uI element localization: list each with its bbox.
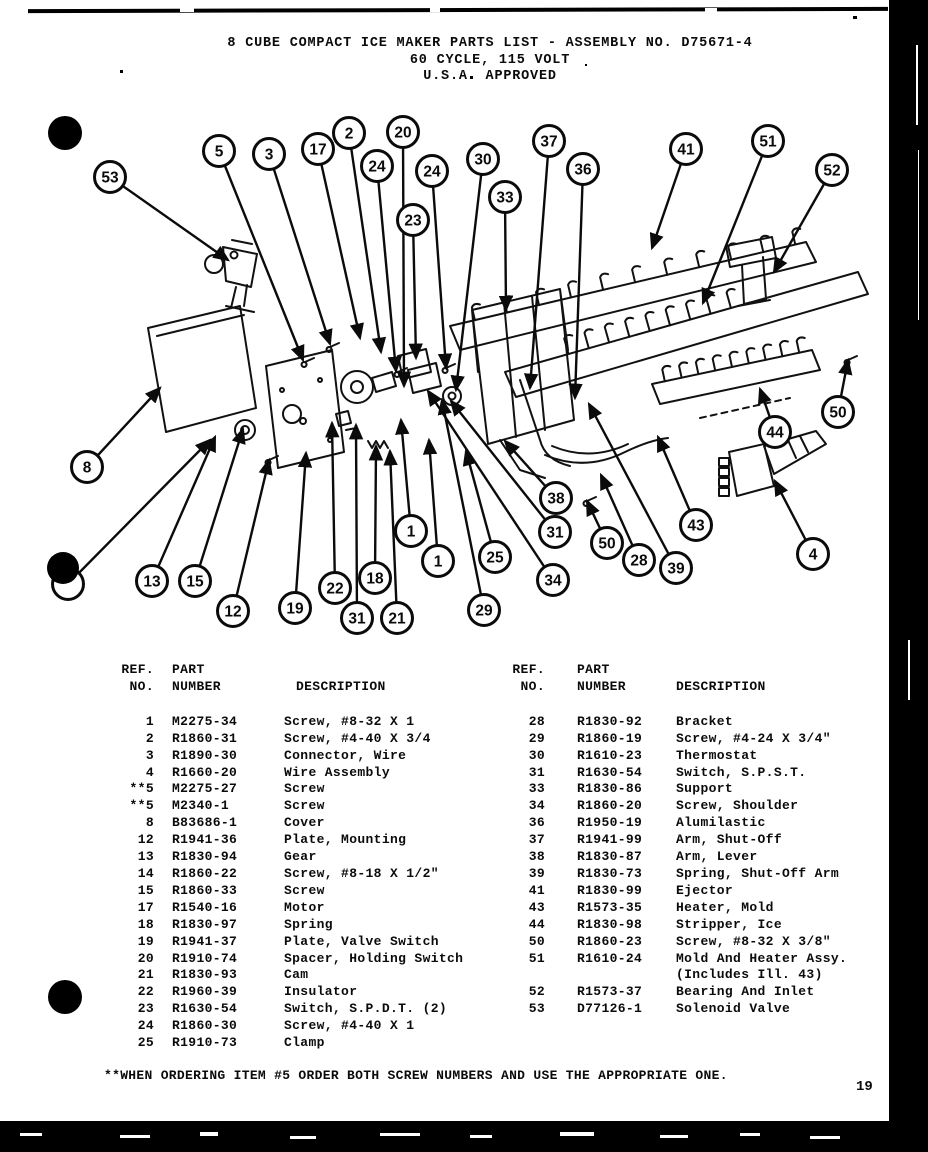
solenoid-valve-art <box>205 240 257 312</box>
callout-17 <box>303 134 334 165</box>
callout-number: 4 <box>808 546 818 564</box>
cell-desc: Switch, S.P.D.T. (2) <box>284 1001 448 1017</box>
cell-desc: Screw, #4-40 X 1 <box>284 1018 415 1034</box>
callout-number: 44 <box>766 424 784 442</box>
cell-part: R1830-73 <box>577 865 643 881</box>
cell-ref: 17 <box>137 899 154 915</box>
cell-desc: Spring <box>284 916 333 932</box>
table-row <box>118 951 498 968</box>
callout-number: 43 <box>687 517 705 535</box>
table-row <box>509 815 899 832</box>
callout-number: 28 <box>630 552 648 570</box>
cell-desc: Cover <box>284 815 325 831</box>
leader-line-20 <box>403 132 404 386</box>
cell-ref: 31 <box>528 764 545 780</box>
callout-number: 24 <box>368 158 386 176</box>
callout-19 <box>280 593 311 624</box>
cell-ref: 24 <box>137 1018 154 1034</box>
table-row <box>509 934 899 951</box>
cell-desc: Screw, #4-24 X 3/4" <box>676 730 831 746</box>
callout-number: 15 <box>186 573 204 591</box>
cell-part: R1830-93 <box>172 967 238 983</box>
cell-ref: 53 <box>528 1001 545 1017</box>
callout-1 <box>423 546 454 577</box>
cell-part: R1630-54 <box>577 764 643 780</box>
cell-part <box>577 967 676 984</box>
cell-desc: Bracket <box>676 713 734 729</box>
header-part-line1: PART <box>172 662 205 677</box>
cell-ref: 41 <box>528 882 545 898</box>
callout-number: 2 <box>344 125 354 143</box>
cell-ref: 34 <box>528 798 545 814</box>
cell-desc: Heater, Mold <box>676 899 774 915</box>
cell-part: D77126-1 <box>577 1001 643 1017</box>
leader-line-15 <box>195 429 243 581</box>
cell-ref: 30 <box>528 747 545 763</box>
title-line-1: 8 CUBE COMPACT ICE MAKER PARTS LIST - ASSEMBLY NO. D75671-4 <box>227 36 753 51</box>
title-line-3: U.S.A. APPROVED <box>423 69 557 84</box>
cell-part: R1941-99 <box>577 832 643 848</box>
callout-number: 36 <box>574 161 592 179</box>
comb-fin-row <box>662 337 804 381</box>
callout-5 <box>204 136 235 167</box>
callout-24 <box>362 151 393 182</box>
callout-number: 52 <box>823 162 841 180</box>
cell-part: M2275-34 <box>172 713 238 729</box>
callout-number: 29 <box>475 602 493 620</box>
table-row <box>509 714 899 731</box>
table-row <box>118 1035 498 1052</box>
callout-12 <box>218 596 249 627</box>
leader-line-19 <box>295 453 306 608</box>
cell-part: R1830-99 <box>577 882 643 898</box>
cell-part: R1860-19 <box>577 730 643 746</box>
cell-part: R1860-20 <box>577 798 643 814</box>
callout-number: 33 <box>496 189 514 207</box>
cell-part: R1630-54 <box>172 1001 238 1017</box>
cell-desc: Connector, Wire <box>284 747 407 763</box>
callout-29 <box>469 595 500 626</box>
callout-number: 38 <box>547 490 565 508</box>
callout-43 <box>681 510 712 541</box>
cell-desc: Cam <box>284 967 309 983</box>
cell-desc: Stripper, Ice <box>676 916 782 932</box>
cell-ref: 12 <box>137 832 154 848</box>
table-row <box>509 883 899 900</box>
cell-desc: Solenoid Valve <box>676 1001 791 1017</box>
comb-fin-row <box>564 289 734 354</box>
table-row <box>509 832 899 849</box>
header-ref-line2: NO. <box>129 678 154 694</box>
cell-ref: 52 <box>528 984 545 1000</box>
cell-desc: Screw, #8-18 X 1/2" <box>284 865 439 881</box>
footnote: **WHEN ORDERING ITEM #5 ORDER BOTH SCREW NUMBERS AND USE THE APPROPRIATE ONE. <box>104 1068 728 1083</box>
table-row <box>509 765 899 782</box>
cell-desc: Spacer, Holding Switch <box>284 950 464 966</box>
leader-line-13 <box>152 437 215 581</box>
callout-number: 12 <box>224 603 242 621</box>
cell-part: R1860-31 <box>172 730 238 746</box>
callout-22 <box>320 573 351 604</box>
callout-number: 8 <box>82 459 92 477</box>
cell-ref: 28 <box>528 713 545 729</box>
header-description: DESCRIPTION <box>296 678 386 694</box>
leader-line-53 <box>110 177 228 260</box>
callout-1 <box>396 516 427 547</box>
cell-desc: Arm, Lever <box>676 849 758 865</box>
callout-18 <box>360 563 391 594</box>
cell-desc: Ejector <box>676 882 734 898</box>
table-row <box>509 731 899 748</box>
cell-ref: **5 <box>129 798 154 814</box>
page-title <box>70 36 910 86</box>
cell-desc: Screw, #8-32 X 3/8" <box>676 933 831 949</box>
cell-part: R1830-94 <box>172 849 238 865</box>
cell-part: B83686-1 <box>172 815 238 831</box>
callout-30 <box>468 144 499 175</box>
cell-part: M2340-1 <box>172 798 230 814</box>
punch-hole <box>48 116 82 150</box>
cell-part: R1830-87 <box>577 849 643 865</box>
cell-ref: 13 <box>137 849 154 865</box>
table-row <box>118 849 498 866</box>
cell-desc: Alumilastic <box>676 815 766 831</box>
callout-number: 22 <box>326 580 344 598</box>
cell-ref: 39 <box>528 865 545 881</box>
callout-number: 53 <box>101 169 119 187</box>
cell-desc: Screw <box>284 781 325 797</box>
callout-number: 51 <box>759 133 777 151</box>
cell-part: R1610-24 <box>577 950 643 966</box>
callout-13 <box>137 566 168 597</box>
callout-39 <box>661 553 692 584</box>
callout-31 <box>540 517 571 548</box>
cell-desc: Arm, Shut-Off <box>676 832 782 848</box>
callout-50 <box>592 528 623 559</box>
leader-line-31 <box>356 425 357 618</box>
leader-line-24 <box>432 171 446 368</box>
cell-part: R1910-73 <box>172 1035 238 1051</box>
table-row <box>509 951 899 968</box>
table-row <box>118 917 498 934</box>
cell-part: R1910-74 <box>172 950 238 966</box>
cell-desc: Support <box>676 781 734 797</box>
assembly-line-art <box>148 228 868 506</box>
cell-part: R1830-92 <box>577 713 643 729</box>
cell-desc: Spring, Shut-Off Arm <box>676 865 840 881</box>
callout-37 <box>534 126 565 157</box>
leader-line-17 <box>318 149 360 338</box>
callout-21 <box>382 603 413 634</box>
cell-desc: (Includes Ill. 43) <box>676 967 823 983</box>
cell-part: R1830-98 <box>577 916 643 932</box>
cell-desc: Clamp <box>284 1035 325 1051</box>
cell-ref: 38 <box>528 849 545 865</box>
callout-number: 1 <box>433 553 443 571</box>
callout-25 <box>480 542 511 573</box>
cell-desc: Screw, #4-40 X 3/4 <box>284 730 431 746</box>
cell-desc: Plate, Mounting <box>284 832 407 848</box>
cell-ref: 1 <box>145 713 154 729</box>
cell-ref: 22 <box>137 984 154 1000</box>
callout-41 <box>671 134 702 165</box>
table-row <box>118 781 498 798</box>
table-row <box>509 781 899 798</box>
cell-desc: Screw <box>284 882 325 898</box>
cell-ref: 19 <box>137 933 154 949</box>
cell-desc: Insulator <box>284 984 358 1000</box>
table-row <box>118 832 498 849</box>
cell-desc: Screw, Shoulder <box>676 798 799 814</box>
table-row <box>509 798 899 815</box>
cell-part: R1573-37 <box>577 984 643 1000</box>
table-row <box>509 866 899 883</box>
callout-number: 30 <box>474 151 492 169</box>
callout-number: 3 <box>264 146 274 164</box>
cell-ref: 21 <box>137 967 154 983</box>
cell-ref: 29 <box>528 730 545 746</box>
cell-ref: 43 <box>528 899 545 915</box>
table-row <box>118 731 498 748</box>
callout-44 <box>760 417 791 448</box>
table-header <box>118 662 498 696</box>
callout-3 <box>254 139 285 170</box>
table-row <box>118 984 498 1001</box>
table-row <box>509 1001 899 1018</box>
punch-hole <box>47 552 79 584</box>
callout-number: 17 <box>309 141 327 159</box>
parts-table-left <box>118 662 498 1052</box>
parts-table-right <box>509 662 899 1018</box>
leader-line-5 <box>219 151 303 360</box>
cell-part: R1610-23 <box>577 747 643 763</box>
callout-number: 37 <box>540 133 558 151</box>
leader-line-37 <box>530 141 549 388</box>
callout-number: 41 <box>677 141 695 159</box>
callout-34 <box>538 565 569 596</box>
cell-desc: Plate, Valve Switch <box>284 933 439 949</box>
title-line-2: 60 CYCLE, 115 VOLT <box>409 52 571 68</box>
cell-ref: 23 <box>137 1001 154 1017</box>
callout-balloons <box>53 117 854 634</box>
header-ref-line2: NO. <box>520 678 545 694</box>
callout-number: 23 <box>404 212 422 230</box>
cell-ref: 44 <box>528 916 545 932</box>
cell-part: R1860-33 <box>172 882 238 898</box>
table-row <box>509 917 899 934</box>
cell-ref: 18 <box>137 916 154 932</box>
stripper-art <box>652 350 820 404</box>
cell-desc: Screw <box>284 798 325 814</box>
cell-part: M2275-27 <box>172 781 238 797</box>
header-part-line1: PART <box>577 662 610 677</box>
cell-part: R1573-35 <box>577 899 643 915</box>
cell-part: R1660-20 <box>172 764 238 780</box>
callout-number: 31 <box>546 524 564 542</box>
top-border-line <box>28 7 888 13</box>
callout-number: 34 <box>544 572 562 590</box>
callout-number: 13 <box>143 573 161 591</box>
callout-36 <box>568 154 599 185</box>
cell-part: R1540-16 <box>172 899 238 915</box>
motor-switch-art <box>336 349 461 448</box>
callout-leader-lines <box>68 132 848 618</box>
cover-art <box>148 306 256 440</box>
cell-ref: 14 <box>137 865 154 881</box>
callout-24 <box>417 156 448 187</box>
callout-4 <box>798 539 829 570</box>
cell-desc: Thermostat <box>676 747 758 763</box>
screw-glyph <box>443 364 455 373</box>
cell-ref: 15 <box>137 882 154 898</box>
punch-hole <box>48 980 82 1014</box>
cell-part: R1941-37 <box>172 933 238 949</box>
cell-ref: 2 <box>145 730 154 746</box>
cell-part: R1960-39 <box>172 984 238 1000</box>
leader-line-23 <box>413 220 416 358</box>
cell-part: R1860-23 <box>577 933 643 949</box>
table-row <box>118 1001 498 1018</box>
callout-number: 20 <box>394 124 412 142</box>
callout-number: 24 <box>423 163 441 181</box>
header-part-line2: NUMBER <box>577 678 626 694</box>
callout-31 <box>342 603 373 634</box>
callout-20 <box>388 117 419 148</box>
leader-line-22 <box>332 423 335 588</box>
callout-50 <box>823 397 854 428</box>
bearing-inlet-art <box>726 237 776 306</box>
cell-ref: 33 <box>528 781 545 797</box>
cell-ref: **5 <box>129 781 154 797</box>
callout-number: 21 <box>388 610 406 628</box>
cell-desc: Bearing And Inlet <box>676 984 815 1000</box>
table-row <box>118 900 498 917</box>
cell-ref <box>509 967 545 984</box>
table-row <box>118 934 498 951</box>
callout-number: 18 <box>366 570 384 588</box>
table-row <box>118 815 498 832</box>
leader-line-36 <box>575 169 583 398</box>
leader-line-51 <box>703 141 768 303</box>
callout-number: 50 <box>598 535 616 553</box>
table-row <box>509 984 899 1001</box>
table-row <box>118 967 498 984</box>
table-row <box>509 967 899 984</box>
leader-line-29 <box>442 400 484 610</box>
header-description: DESCRIPTION <box>676 678 766 694</box>
leader-line-52 <box>774 170 832 272</box>
callout-28 <box>624 545 655 576</box>
cell-ref: 25 <box>137 1035 154 1051</box>
table-row <box>118 748 498 765</box>
cell-ref: 50 <box>528 933 545 949</box>
callout-2 <box>334 118 365 149</box>
cell-ref: 37 <box>528 832 545 848</box>
leader-line-12 <box>233 460 269 611</box>
callout-number: 1 <box>406 523 416 541</box>
callout-8 <box>72 452 103 483</box>
cell-ref: 36 <box>528 815 545 831</box>
callout-38 <box>541 483 572 514</box>
leader-line-3 <box>269 154 330 344</box>
table-body-left <box>118 714 498 1052</box>
leader-line-31 <box>451 401 555 532</box>
callout-33 <box>490 182 521 213</box>
callout-53 <box>95 162 126 193</box>
table-row <box>118 866 498 883</box>
table-body-right <box>509 714 899 1018</box>
callout-number: 50 <box>829 404 847 422</box>
callout-number: 25 <box>486 549 504 567</box>
callout-52 <box>817 155 848 186</box>
cell-part: R1860-30 <box>172 1018 238 1034</box>
leader-line-1 <box>429 440 438 561</box>
table-row <box>509 748 899 765</box>
callout-number: 39 <box>667 560 685 578</box>
cell-desc: Gear <box>284 849 317 865</box>
leader-line-30 <box>456 159 483 390</box>
header-ref-line1: REF. <box>121 662 154 677</box>
callout-number: 19 <box>286 600 304 618</box>
cell-desc: Motor <box>284 899 325 915</box>
cell-ref: 51 <box>528 950 545 966</box>
comb-fins <box>472 228 805 381</box>
cell-part: R1941-36 <box>172 832 238 848</box>
cell-part: R1860-22 <box>172 865 238 881</box>
cell-desc: Mold And Heater Assy. <box>676 950 848 966</box>
cell-desc: Switch, S.P.S.T. <box>676 764 807 780</box>
table-header <box>509 662 899 696</box>
cell-part: R1830-97 <box>172 916 238 932</box>
cell-ref: 3 <box>145 747 154 763</box>
cell-ref: 8 <box>145 815 154 831</box>
table-row <box>118 1018 498 1035</box>
cell-desc: Screw, #8-32 X 1 <box>284 713 415 729</box>
table-row <box>509 849 899 866</box>
header-ref-line1: REF. <box>512 662 545 677</box>
callout-number: 31 <box>348 610 366 628</box>
callout-51 <box>753 126 784 157</box>
callout-number: 5 <box>214 143 224 161</box>
callout-15 <box>180 566 211 597</box>
table-row <box>118 765 498 782</box>
cell-desc: Wire Assembly <box>284 764 390 780</box>
table-row <box>118 798 498 815</box>
table-row <box>118 883 498 900</box>
cell-ref: 4 <box>145 764 154 780</box>
callout-23 <box>398 205 429 236</box>
leader-line-18 <box>375 446 376 578</box>
cell-part: R1950-19 <box>577 815 643 831</box>
page-number: 19 <box>856 1079 873 1095</box>
cell-ref: 20 <box>137 950 154 966</box>
table-row <box>118 714 498 731</box>
table-row <box>509 900 899 917</box>
cell-part: R1890-30 <box>172 747 238 763</box>
header-part-line2: NUMBER <box>172 678 221 694</box>
cell-part: R1830-86 <box>577 781 643 797</box>
